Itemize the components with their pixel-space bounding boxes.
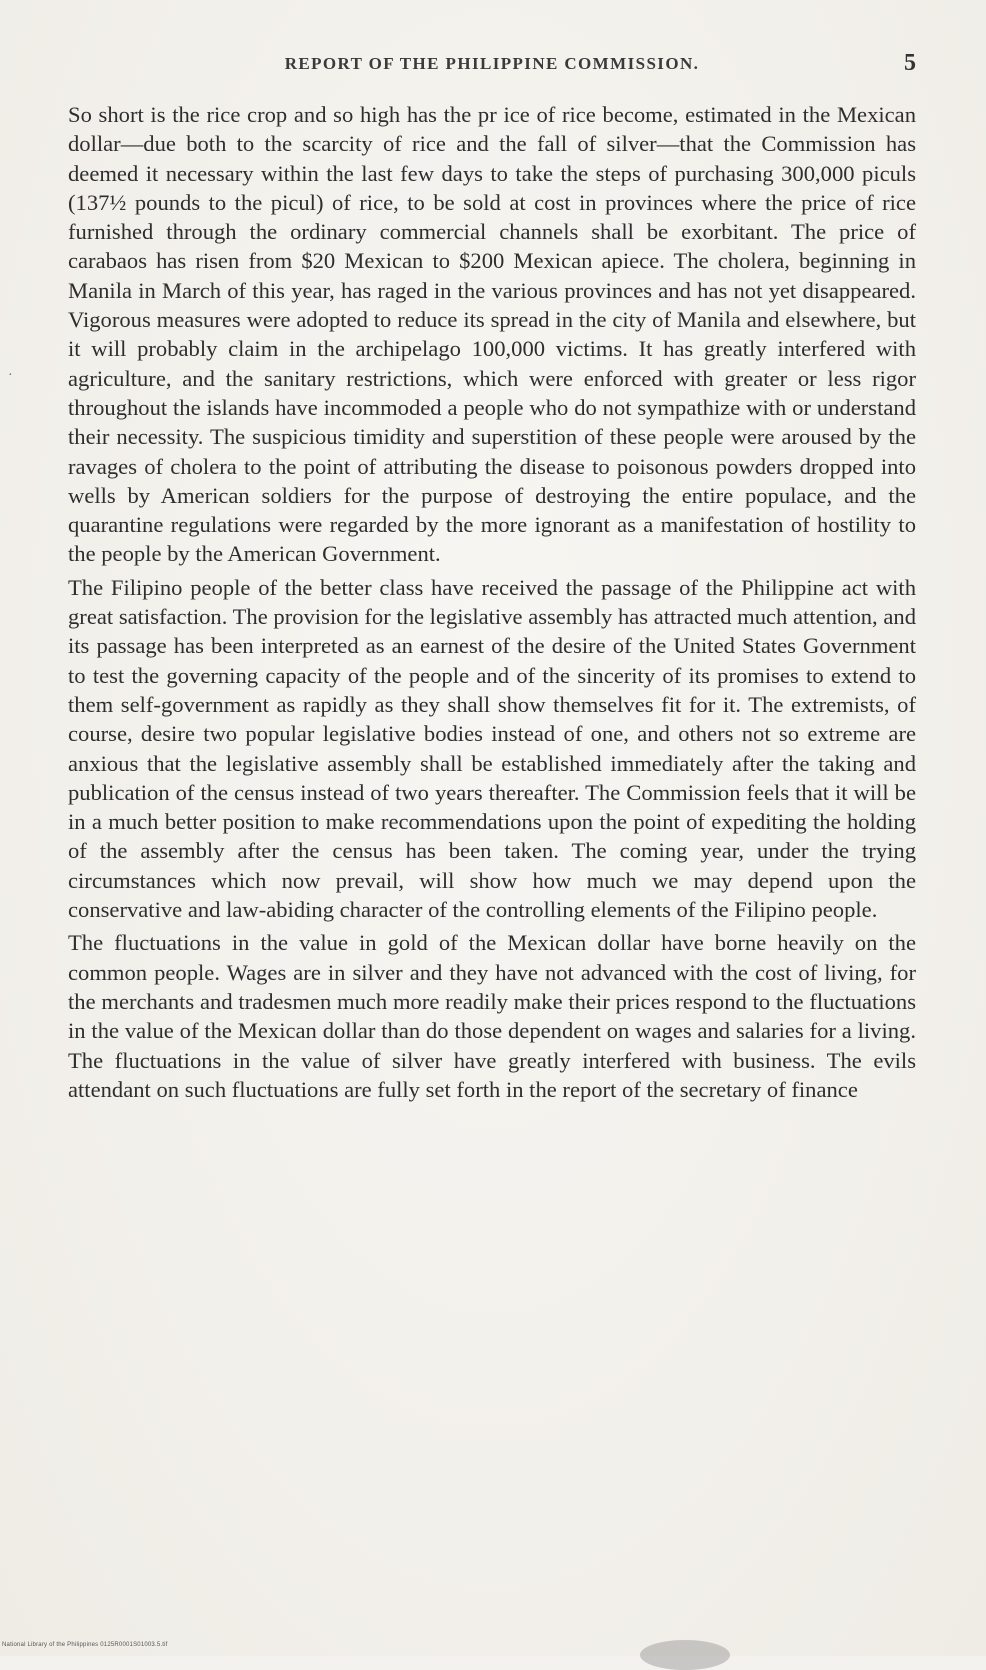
- paragraph-2: The Filipino people of the better class have received the passage of the Philippine act with great satisfaction. The provision for the legislative assembly has attracted much attention, and its passage has been interpreted as an earnest of the desire of the United States Government to test the governing capacity of the people and of the sincerity of its promises to extend to them self-government as rapidly as they shall show themselves fit for it. The extremists, of course, desire two popular legislative bodies instead of one, and others not so extreme are anxious that the legislative assembly shall be established immediately after the taking and publication of the census instead of two years thereafter. The Commission feels that it will be in a much better position to make recommendations upon the point of expediting the holding of the assembly after the census has been taken. The coming year, under the trying circumstances which now prevail, will show how much we may depend upon the conservative and law-abiding character of the controlling elements of the Filipino people.: [68, 574, 916, 923]
- page-number: 5: [904, 50, 916, 76]
- paragraph-1: So short is the rice crop and so high has the pr ice of rice become, estimated in the Mexican dollar—due both to the scarcity of rice and the fall of silver—that the Commission has deemed it necessary within the last few days to take the steps of purchasing 300,000 piculs (137½ pounds to the picul) of rice, to be sold at cost in provinces where the price of rice furnished through the ordinary commercial channels shall be exorbitant. The price of carabaos has risen from $20 Mexican to $200 Mexican apiece. The cholera, beginning in Manila in March of this year, has raged in the various provinces and has not yet disappeared. Vigorous measures were adopted to reduce its spread in the city of Manila and elsewhere, but it will probably claim in the archipelago 100,000 victims. It has greatly interfered with agriculture, and the sanitary restrictions, which were enforced with greater or less rigor throughout the islands have incommoded a people who do not sympathize with or understand their necessity. The suspicious timidity and superstition of these people were aroused by the ravages of cholera to the point of attributing the disease to poisonous powders dropped into wells by American soldiers for the purpose of destroying the entire populace, and the quarantine regulations were regarded by the more ignorant as a manifestation of hostility to the people by the American Government.: [68, 102, 916, 567]
- page-header: [68, 50, 916, 80]
- paragraph-3: The fluctuations in the value in gold of the Mexican dollar have borne heavily on the common people. Wages are in silver and they have not advanced with the cost of living, for the merchants and tradesmen much more readily make their prices respond to the fluctuations in the value of the Mexican dollar than do those dependent on wages and salaries for a living. The fluctuations in the value of silver have greatly interfered with business. The evils attendant on such fluctuations are fully set forth in the report of the secretary of finance: [68, 930, 916, 1102]
- body-text: [68, 100, 916, 1108]
- scan-credit: National Library of the Philippines 0125R0001S01003.5.tif: [2, 1642, 168, 1648]
- margin-mark: ·: [8, 368, 13, 383]
- scan-smudge: [640, 1640, 730, 1670]
- running-head: REPORT OF THE PHILIPPINE COMMISSION.: [284, 54, 700, 73]
